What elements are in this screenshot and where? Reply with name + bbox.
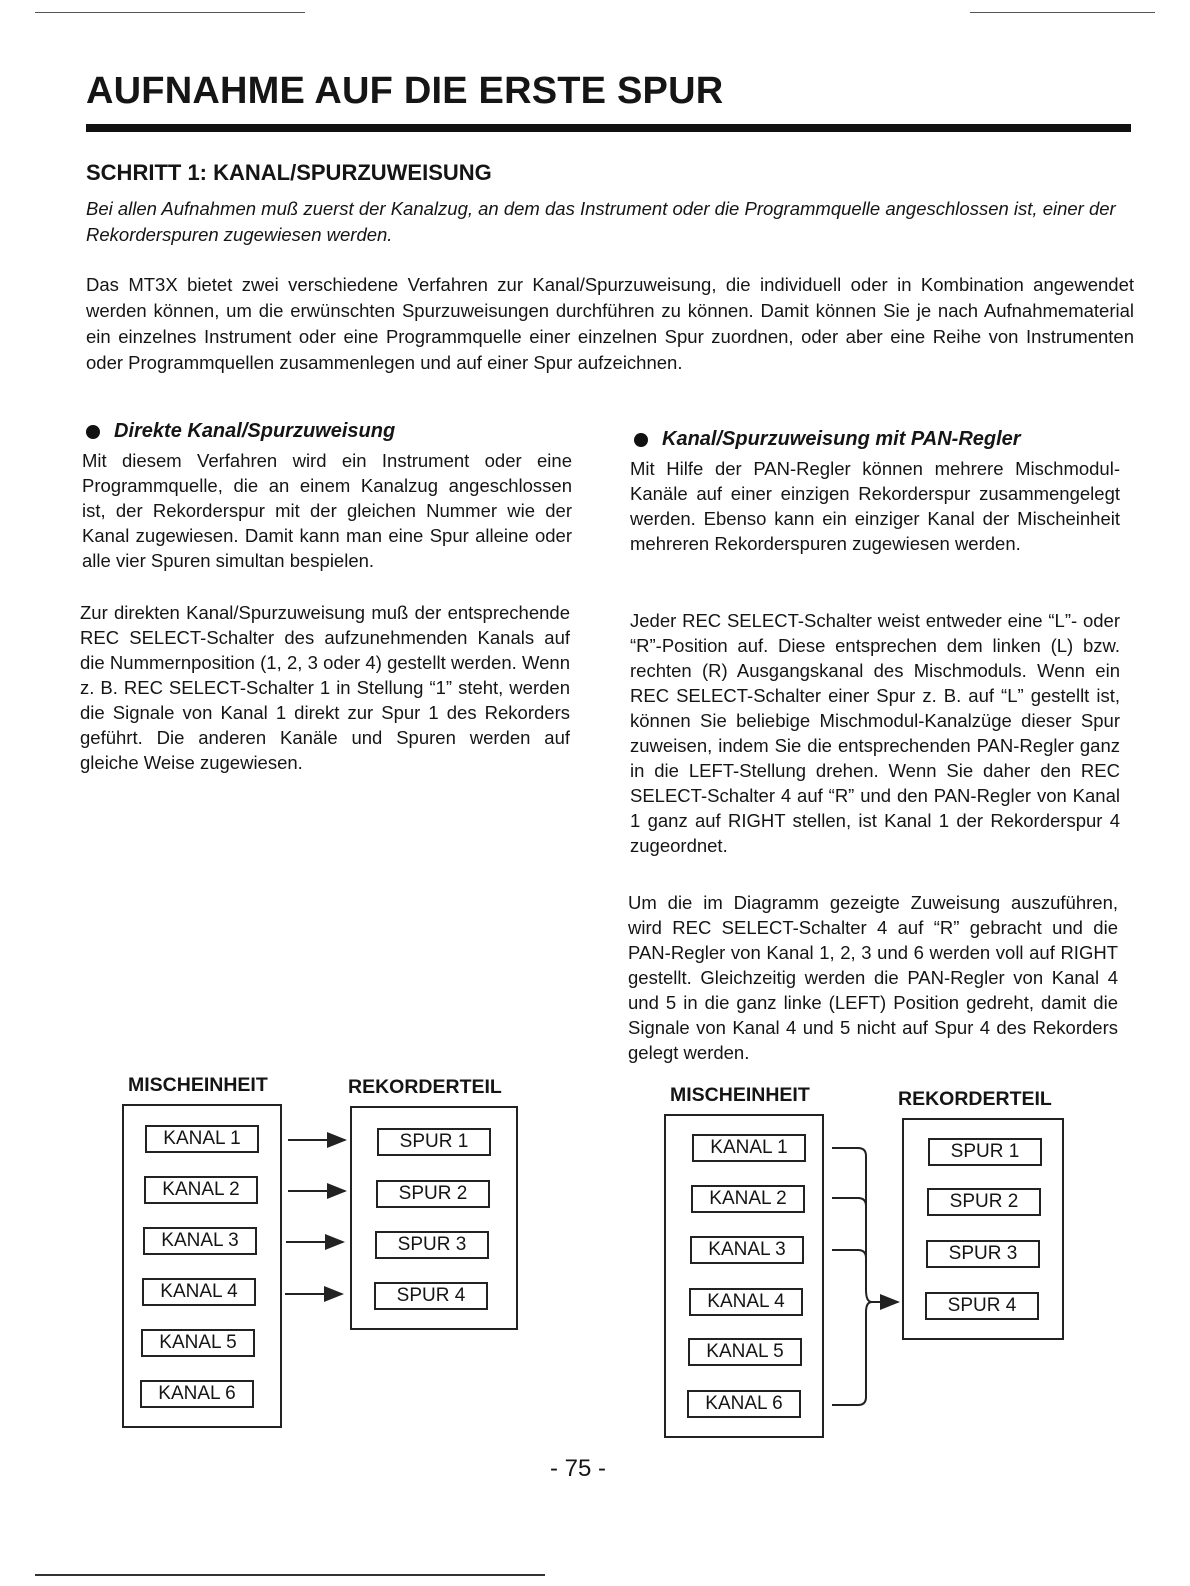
right-diagram-track-1: SPUR 1 (928, 1138, 1042, 1166)
intro-italic: Bei allen Aufnahmen muß zuerst der Kanalzug, an dem das Instrument oder die Programmquelle angeschlossen ist, einer der Rekorderspuren zugewiesen werden. (86, 198, 1116, 245)
right-diagram-channel-1: KANAL 1 (692, 1134, 806, 1162)
bottom-rule (35, 1574, 545, 1576)
left-diagram-channel-4: KANAL 4 (142, 1278, 256, 1306)
left-column-paragraph-2: Zur direkten Kanal/Spurzuweisung muß der entsprechende REC SELECT-Schalter des aufzunehmenden Kanals auf die Nummernposition (1, 2, 3 oder 4) gestellt werden. Wenn z. B. REC SELECT-Schalter 1 in Stellung “1” steht, werden die Signale von Kanal 1 direkt zur Spur 1 des Rekorders geführt. Die anderen Kanäle und Spuren werden auf gleiche Weise zugewiesen. (80, 602, 570, 773)
right-column-paragraph-3: Um die im Diagramm gezeigte Zuweisung auszuführen, wird REC SELECT-Schalter 4 auf “R” gebracht und die PAN-Regler von Kanal 1, 2, 3 und 6 werden voll auf RIGHT gestellt. Gleichzeitig werden die PAN-Regler von Kanal 4 und 5 in die ganz linke (LEFT) Position gedreht, damit die Signale von Kanal 4 und 5 nicht auf Spur 4 des Rekorders gelegt werden. (628, 892, 1118, 1063)
right-column-paragraph-1: Mit Hilfe der PAN-Regler können mehrere Mischmodul-Kanäle auf einer einzigen Rekorderspur zusammengelegt werden. Ebenso kann ein einziger Kanal der Mischeinheit mehreren Rekorderspuren zugewiesen werden. (630, 458, 1120, 554)
page-title: AUFNAHME AUF DIE ERSTE SPUR (86, 70, 724, 112)
left-diagram-track-2: SPUR 2 (376, 1180, 490, 1208)
right-diagram-track-2: SPUR 2 (927, 1188, 1041, 1216)
left-diagram-track-1: SPUR 1 (377, 1128, 491, 1156)
right-diagram-track-3: SPUR 3 (926, 1240, 1040, 1268)
right-diagram-track-4: SPUR 4 (925, 1292, 1039, 1320)
intro-body: Das MT3X bietet zwei verschiedene Verfahren zur Kanal/Spurzuweisung, die individuell oder in Kombination angewendet werden können, um die erwünschten Spurzuweisungen durchführen zu können. Damit können Sie je nach Aufnahmematerial ein einzelnes Instrument oder eine Programmquelle einer einzelnen Spur zuordnen, oder aber eine Reihe von Instrumenten oder Programmquellen zusammenlegen und auf einer Spur aufzeichnen. (86, 274, 1134, 373)
right-diagram-recorder-label: REKORDERTEIL (898, 1088, 1052, 1110)
left-diagram-track-3: SPUR 3 (375, 1231, 489, 1259)
left-diagram-channel-3: KANAL 3 (143, 1227, 257, 1255)
left-diagram-recorder-label: REKORDERTEIL (348, 1076, 502, 1098)
right-column-paragraph-2: Jeder REC SELECT-Schalter weist entweder eine “L”- oder “R”-Position auf. Diese entsprechen dem linken (L) bzw. rechten (R) Ausgangskanal des Mischmoduls. Wenn ein REC SELECT-Schalter einer Spur z. B. auf “L” gestellt ist, können Sie beliebige Mischmodul-Kanalzüge dieser Spur zuweisen, indem Sie die entsprechenden PAN-Regler ganz in die LEFT-Stellung drehen. Wenn Sie daher den REC SELECT-Schalter 4 auf “R” und den PAN-Regler von Kanal 1 ganz auf RIGHT stellen, ist Kanal 1 der Rekorderspur 4 zugeordnet. (630, 610, 1120, 856)
right-diagram-channel-3: KANAL 3 (690, 1236, 804, 1264)
right-diagram-channel-4: KANAL 4 (689, 1288, 803, 1316)
right-diagram-mixer-label: MISCHEINHEIT (670, 1084, 810, 1106)
step-heading: SCHRITT 1: KANAL/SPURZUWEISUNG (86, 160, 492, 185)
left-column-heading-text: Direkte Kanal/Spurzuweisung (114, 420, 396, 442)
page-number: - 75 - (550, 1455, 607, 1482)
left-diagram-channel-2: KANAL 2 (144, 1176, 258, 1204)
left-diagram-channel-6: KANAL 6 (140, 1380, 254, 1408)
left-column-paragraph-1: Mit diesem Verfahren wird ein Instrument oder eine Programmquelle, die an einem Kanalzug angeschlossen ist, der Rekorderspur mit der gleichen Nummer wie der Kanal zugewiesen. Damit kann man eine Spur alleine oder alle vier Spuren simultan bespielen. (82, 450, 572, 571)
right-column-heading-text: Kanal/Spurzuweisung mit PAN-Regler (662, 428, 1021, 450)
right-diagram-channel-2: KANAL 2 (691, 1185, 805, 1213)
left-diagram-channel-5: KANAL 5 (141, 1329, 255, 1357)
right-diagram-channel-6: KANAL 6 (687, 1390, 801, 1418)
right-diagram-channel-5: KANAL 5 (688, 1338, 802, 1366)
left-diagram-mixer-label: MISCHEINHEIT (128, 1074, 268, 1096)
left-diagram-channel-1: KANAL 1 (145, 1125, 259, 1153)
left-diagram-track-4: SPUR 4 (374, 1282, 488, 1310)
